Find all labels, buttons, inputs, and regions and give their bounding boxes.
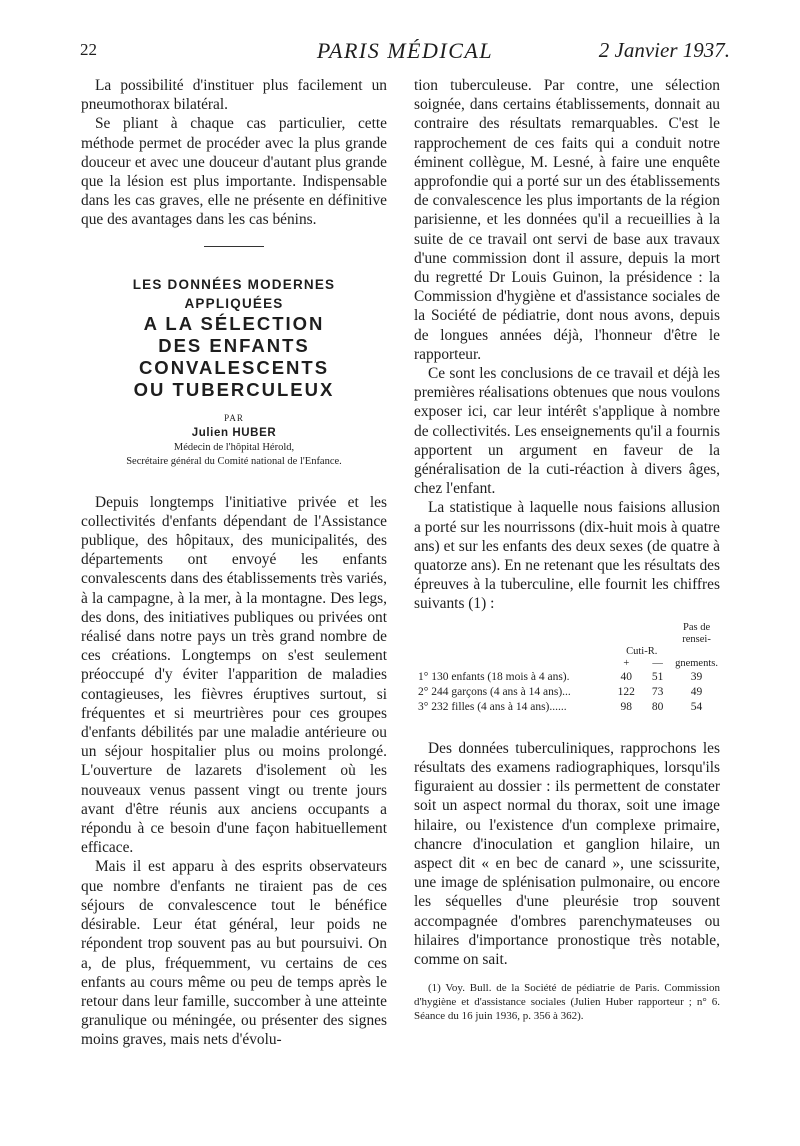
paragraph: Se pliant à chaque cas particulier, cette méthode permet de procéder avec la plus grande douceur et avec une douceur d'autant plus grande que la lésion est plus importante. Indispensable dans les cas graves, elle ne présente en définitive que des avantages dans les cas bénins. <box>81 115 387 229</box>
row-label: 3° 232 filles (4 ans à 14 ans)...... <box>418 700 567 713</box>
cell-no-info: 54 <box>690 700 703 713</box>
title-line: CONVALESCENTS <box>138 356 330 378</box>
table-row <box>416 700 720 715</box>
right-column <box>414 76 720 1034</box>
paragraph: tion tuberculeuse. Par contre, une sélection soignée, dans certains établissements, donnait au contraire des résultats remarquables. C'est le rapprochement de ces faits qui a conduit notre éminent collègue, M. Lesné, à faire une enquête approfondie qui a porté sur un des établissements de convalescence les plus importants de la région parisienne, et les données qu'il a recueillies à la suite de ce travail ont servi de base aux travaux d'une commission dont il assure, depuis la mort du regretté Dr Louis Guinon, la présidence : la Commission d'hygiène et d'assistance sociales de la Société de pédiatrie, dont nous avons, depuis de longues années déjà, l'honneur d'être le rapporteur. <box>414 77 720 363</box>
table-header: gnements. <box>675 657 718 669</box>
paragraph: Ce sont les conclusions de ce travail et déjà les premières réalisations obtenues que nous voulons exposer ici, car leur intérêt s'applique à nombre de collectivités. Les enseignements qu'il a fournis apportent un argument en faveur de la généralisation de la cuti-réaction à divers âges, chez l'enfant. <box>414 365 720 498</box>
title-line: OU TUBERCULEUX <box>133 378 335 400</box>
paragraph: Depuis longtemps l'initiative privée et les collectivités d'enfants dépendant de l'Assistance publique, des hôpitaux, des municipalités, des départements ont envoyé les enfants convalescents dans des établissements très variés, à la campagne, à la mer, à la montagne. Des legs, des dons, des initiatives publiques ou privées ont réalisé dans notre pays un très grand nombre de ces créations. Longtemps on s'est seulement préoccupé d'y éviter l'apparition de maladies contagieuses, les fièvres éruptives surtout, si fréquentes et si meurtrières pour ces groupes d'enfants débilités par une maladie antérieure ou un séjour hospitalier plus ou moins prolongé. L'ouverture de lazarets d'isolement où les nouveaux venus passent vingt ou trente jours avant d'être réunis aux anciens occupants a répondu à ce besoin d'une façon habituellement efficace. <box>81 493 388 857</box>
footnote: (1) Voy. Bull. de la Société de pédiatrie de Paris. Commission d'hygiène et d'assistance sociales (Julien Huber rapporteur ; n° 6. Séance du 16 juin 1936, p. 356 à 362). <box>414 982 720 1023</box>
cell-negative: 73 <box>651 685 664 698</box>
table-header-row <box>416 658 720 670</box>
title-line: APPLIQUÉES <box>184 295 284 311</box>
row-label: 1° 130 enfants (18 mois à 4 ans). <box>418 670 570 683</box>
byline-par: PAR <box>224 412 244 423</box>
title-line: LES DONNÉES MODERNES <box>132 276 336 292</box>
title-line: A LA SÉLECTION <box>143 312 325 334</box>
cuti-reaction-table <box>416 622 720 715</box>
table-header-row <box>416 622 720 646</box>
title-line: DES ENFANTS <box>158 334 310 356</box>
author-affiliation: Médecin de l'hôpital Hérold, <box>173 441 295 453</box>
table-header: + <box>623 657 630 669</box>
cell-negative: 51 <box>651 670 664 683</box>
left-column <box>81 76 387 1050</box>
table-row <box>416 685 720 700</box>
journal-title: PARIS MÉDICAL <box>316 38 494 63</box>
paragraph: Mais il est apparu à des esprits observateurs que nombre d'enfants ne tiraient pas de ces séjours de convalescence tout le bénéfice désirable. Leur état général, leur poids ne répondent trop souvent pas au but poursuivi. On a, de plus, fréquemment, vu certains de ces enfants au cours même ou peu de temps après le retour dans leur famille, succomber à une atteinte granulique ou méningée, ou présenter des signes moins graves, mais nets d'évolu- <box>81 858 387 1049</box>
page-number: 22 <box>80 40 97 59</box>
table-header: — <box>652 657 663 669</box>
page-header <box>80 40 730 70</box>
paragraph: La possibilité d'instituer plus facilement un pneumothorax bilatéral. <box>81 77 387 114</box>
article-title-block <box>81 275 387 469</box>
cell-no-info: 49 <box>690 685 703 698</box>
cell-negative: 80 <box>651 700 664 713</box>
cell-positive: 122 <box>617 685 635 698</box>
table-header: Cuti-R. <box>626 645 658 657</box>
cell-positive: 40 <box>620 670 633 683</box>
table-row <box>416 670 720 685</box>
table-header: Pas de rensei- <box>682 621 711 645</box>
cell-no-info: 39 <box>690 670 703 683</box>
author-name: Julien HUBER <box>191 426 277 439</box>
row-label: 2° 244 garçons (4 ans à 14 ans)... <box>418 685 571 698</box>
table-header-row <box>416 646 720 658</box>
issue-date: 2 Janvier 1937. <box>598 38 730 62</box>
paragraph: La statistique à laquelle nous faisions allusion a porté sur les nourrissons (dix-huit mois à quatre ans) et sur les enfants des deux sexes (de quatre à quatorze ans). En ne retenant que les résultats des épreuves à la tuberculine, elle fournit les chiffres suivants (1) : <box>414 499 720 613</box>
author-affiliation: Secrétaire général du Comité national de l'Enfance. <box>126 455 342 467</box>
section-divider <box>204 246 264 247</box>
paragraph: Des données tuberculiniques, rapprochons les résultats des examens radiographiques, lorsqu'ils figuraient au dossier : ils permettent de constater soit un aspect normal du thorax, soit une image hilaire, ou l'existence d'un complexe primaire, chancre d'inoculation et ganglion hilaire, un aspect dit « en bec de canard », une scissurite, une image de splénisation pulmonaire, ou encore les séquelles d'une pleurésie trop souvent accompagnée d'ombres parenchymateuses ou hilaires d'importance pronostique très notable, comme on sait. <box>414 739 720 968</box>
cell-positive: 98 <box>620 700 633 713</box>
